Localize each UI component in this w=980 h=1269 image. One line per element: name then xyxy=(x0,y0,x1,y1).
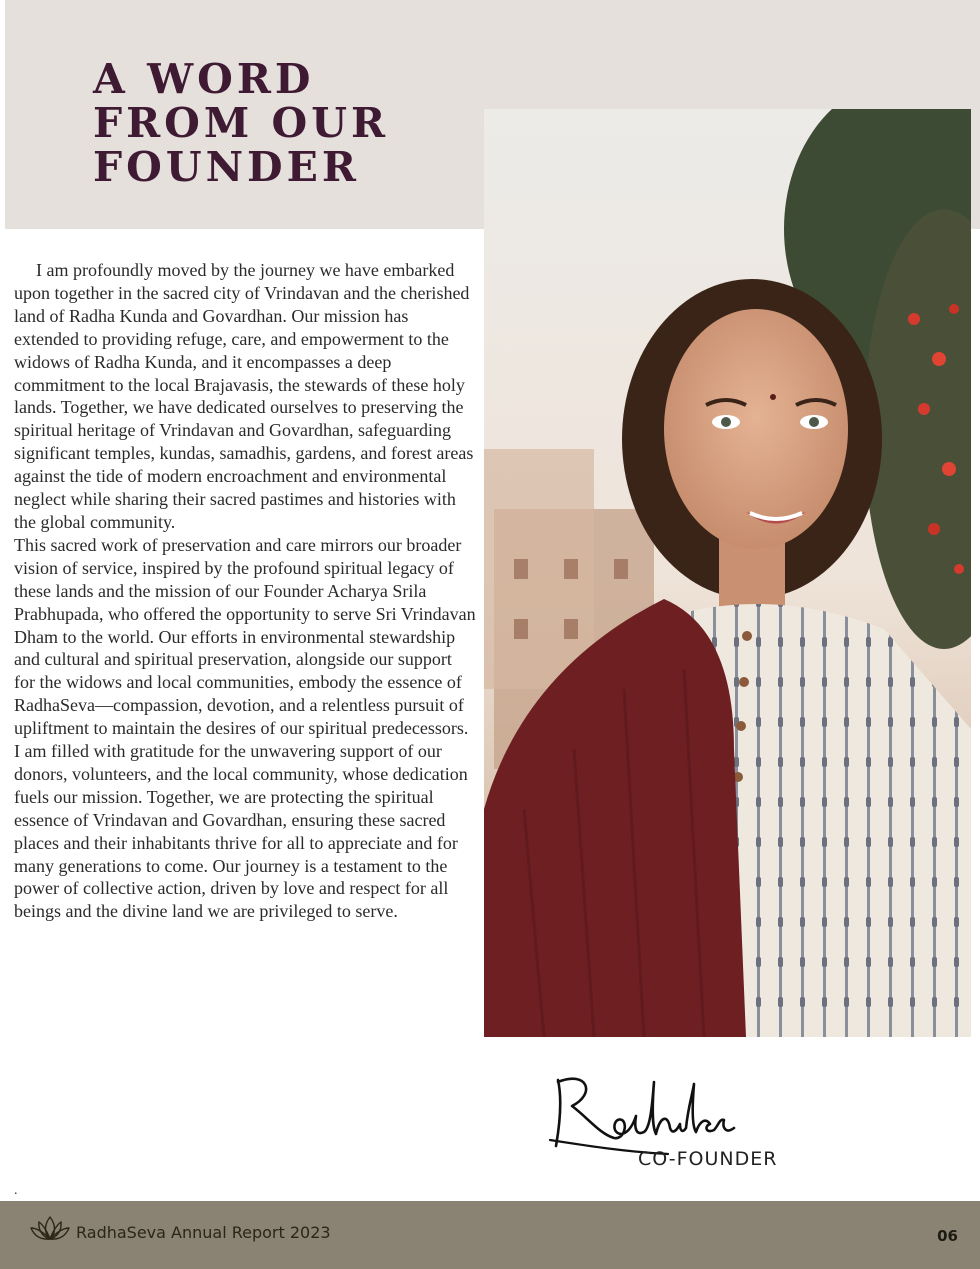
handwritten-signature xyxy=(548,1068,738,1158)
title-line-3: FOUNDER xyxy=(93,143,360,191)
page-title xyxy=(93,57,389,189)
founder-portrait-photo xyxy=(484,109,971,1037)
signatory-role: CO-FOUNDER xyxy=(638,1148,778,1170)
report-label: RadhaSeva Annual Report 2023 xyxy=(76,1223,331,1242)
letter-paragraph-2: This sacred work of preservation and care mirrors our broader vision of service, inspired by the profound spiritual legacy of these lands and the mission of our Founder Acharya Srila Prabhupada, who offered the opportunity to serve Sri Vrindavan Dham to the world. Our efforts in environmental stewardship and cultural and spiritual preservation, alongside our support for the widows and local communities, embody the essence of RadhaSeva—compassion, devotion, and a relentless pursuit of upliftment to maintain the desires of our spiritual predecessors. I am filled with gratitude for the unwavering support of our donors, volunteers, and the local community, whose dedication fuels our mission. Together, we are protecting the spiritual essence of Vrindavan and Govardhan, ensuring these sacred places and their inhabitants thrive for all to appreciate and for many generations to come. Our journey is a testament to the power of collective action, driven by love and respect for all beings and the divine land we are privileged to serve. xyxy=(14,534,476,922)
title-line-2: FROM OUR xyxy=(93,99,390,147)
letter-paragraph-1: I am profoundly moved by the journey we have embarked upon together in the sacred city of Vrindavan and the cherished land of Radha Kunda and Govardhan. Our mission has extended to providing refuge, care, and empowerment to the widows of Radha Kunda, and it encompasses a deep commitment to the local Brajavasis, the stewards of these holy lands. Together, we have dedicated ourselves to preserving the spiritual heritage of Vrindavan and Govardhan, safeguarding significant temples, kundas, samadhis, gardens, and forest areas against the tide of modern encroachment and environmental neglect while sharing their sacred pastimes and histories with the global community. xyxy=(14,260,474,532)
founder-letter xyxy=(14,259,476,923)
trailing-dot: . xyxy=(14,1183,18,1198)
page-footer xyxy=(0,1201,980,1269)
title-line-1: A WORD xyxy=(93,55,315,103)
lotus-icon xyxy=(30,1213,70,1245)
page-number: 06 xyxy=(937,1227,958,1245)
